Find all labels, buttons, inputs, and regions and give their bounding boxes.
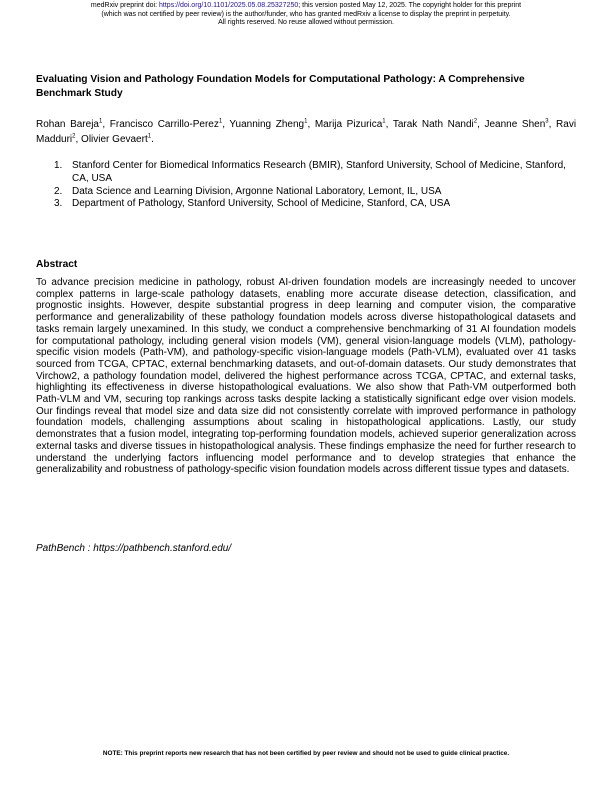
author-affiliation-marker: 1 — [147, 133, 152, 140]
affiliation-item — [36, 160, 576, 186]
affiliation-text: Department of Pathology, Stanford University, School of Medicine, Stanford, CA, USA — [72, 198, 451, 210]
affiliation-text: Data Science and Learning Division, Argonne National Laboratory, Lemont, IL, USA — [72, 185, 442, 197]
affiliation-list — [36, 160, 576, 211]
affiliation-number: 3. — [54, 198, 63, 210]
footer-note: NOTE: This preprint reports new research that has not been certified by peer review and should not be used to guide clinical practice. — [102, 750, 510, 757]
author-name: Marija Pizurica — [314, 119, 383, 130]
header-doi-prefix: medRxiv preprint doi: — [90, 2, 160, 9]
affiliation-item — [36, 198, 576, 211]
pathbench-link[interactable]: PathBench : https://pathbench.stanford.edu/ — [36, 543, 232, 554]
author-list: Rohan Bareja$^1$, Francisco Carrillo-Perez$^1$, Yuanning Zheng$^1$, Marija Pizurica$^1$, Tarak Nath Nandi$^2$, Jeanne Shen$^3$, Ravi Madduri$^2$, Olivier Gevaert$^1$. — [36, 118, 577, 145]
doi-link[interactable]: https://doi.org/10.1101/2025.05.08.25327250 — [159, 2, 299, 9]
author-name: Rohan Bareja — [36, 119, 99, 130]
author-affiliation-marker: 2 — [473, 118, 478, 125]
affiliation-text: Stanford Center for Biomedical Informatics Research (BMIR), Stanford University, School of Medicine, Stanford, CA, USA — [72, 160, 566, 184]
author-affiliation-marker: 1 — [99, 118, 103, 125]
affiliation-item — [36, 186, 576, 199]
header-line-2: (which was not certified by peer review) is the author/funder, who has granted medRxiv a license to display the preprint in perpetuity. — [101, 10, 511, 18]
author-name: Yuanning Zheng — [229, 119, 305, 130]
abstract-heading: Abstract — [36, 259, 78, 270]
author-name: Ravi Madduri — [36, 119, 577, 145]
header-line-1-suffix: ; this version posted May 12, 2025. The copyright holder for this preprint — [298, 2, 522, 9]
paper-title: Evaluating Vision and Pathology Foundation Models for Computational Pathology: A Comprehensive Benchmark Study — [36, 74, 525, 99]
author-name: Francisco Carrillo-Perez — [109, 119, 219, 130]
author-name: Olivier Gevaert — [81, 134, 148, 145]
author-affiliation-marker: 1 — [218, 118, 223, 125]
author-affiliation-marker: 1 — [382, 118, 386, 125]
header-line-3: All rights reserved. No reuse allowed without permission. — [218, 19, 394, 26]
preprint-header — [0, 2, 612, 28]
affiliation-number: 2. — [54, 185, 63, 197]
abstract-text: To advance precision medicine in pathology, robust AI-driven foundation models are increasingly needed to uncover complex patterns in large-scale pathology datasets, enabling more accurate disease detection, classification, and prognostic insights. However, despite substantial progress in deep learning and computer vision, the comparative performance and generalizability of these pathology foundation models across diverse histopathological datasets and tasks remain largely unexamined. In this study, we conduct a comprehensive benchmarking of 31 AI foundation models for computational pathology, including general vision models (VM), general vision-language models (VLM), pathology-specific vision models (Path-VM), and pathology-specific vision-language models (Path-VLM), evaluated over 41 tasks sourced from TCGA, CPTAC, external benchmarking datasets, and out-of-domain datasets. Our study demonstrates that Virchow2, a pathology foundation model, delivered the highest performance across TCGA, CPTAC, and external tasks, highlighting its effectiveness in diverse histopathological evaluations. We also show that Path-VM outperformed both Path-VLM and VM, securing top rankings across tasks despite lacking a statistically significant edge over vision models. Our findings reveal that model size and data size did not consistently correlate with improved performance in pathology foundation models, challenging assumptions about scaling in histopathological applications. Lastly, our study demonstrates that a fusion model, integrating top-performing foundation models, achieved superior generalization across external tasks and diverse tissues in histopathological analysis. These findings emphasize the need for further research to understand the underlying factors influencing model performance and to develop strategies that enhance the generalizability and robustness of pathology-specific vision foundation models across different tissue types and datasets. — [36, 277, 576, 476]
author-affiliation-marker: 1 — [304, 118, 308, 125]
author-name: Jeanne Shen — [484, 119, 546, 130]
author-name: Tarak Nath Nandi — [392, 119, 474, 130]
header-line-1 — [0, 2, 612, 11]
affiliation-number: 1. — [54, 160, 63, 171]
author-affiliation-marker: 3 — [545, 118, 549, 125]
author-affiliation-marker: 2 — [72, 133, 76, 140]
